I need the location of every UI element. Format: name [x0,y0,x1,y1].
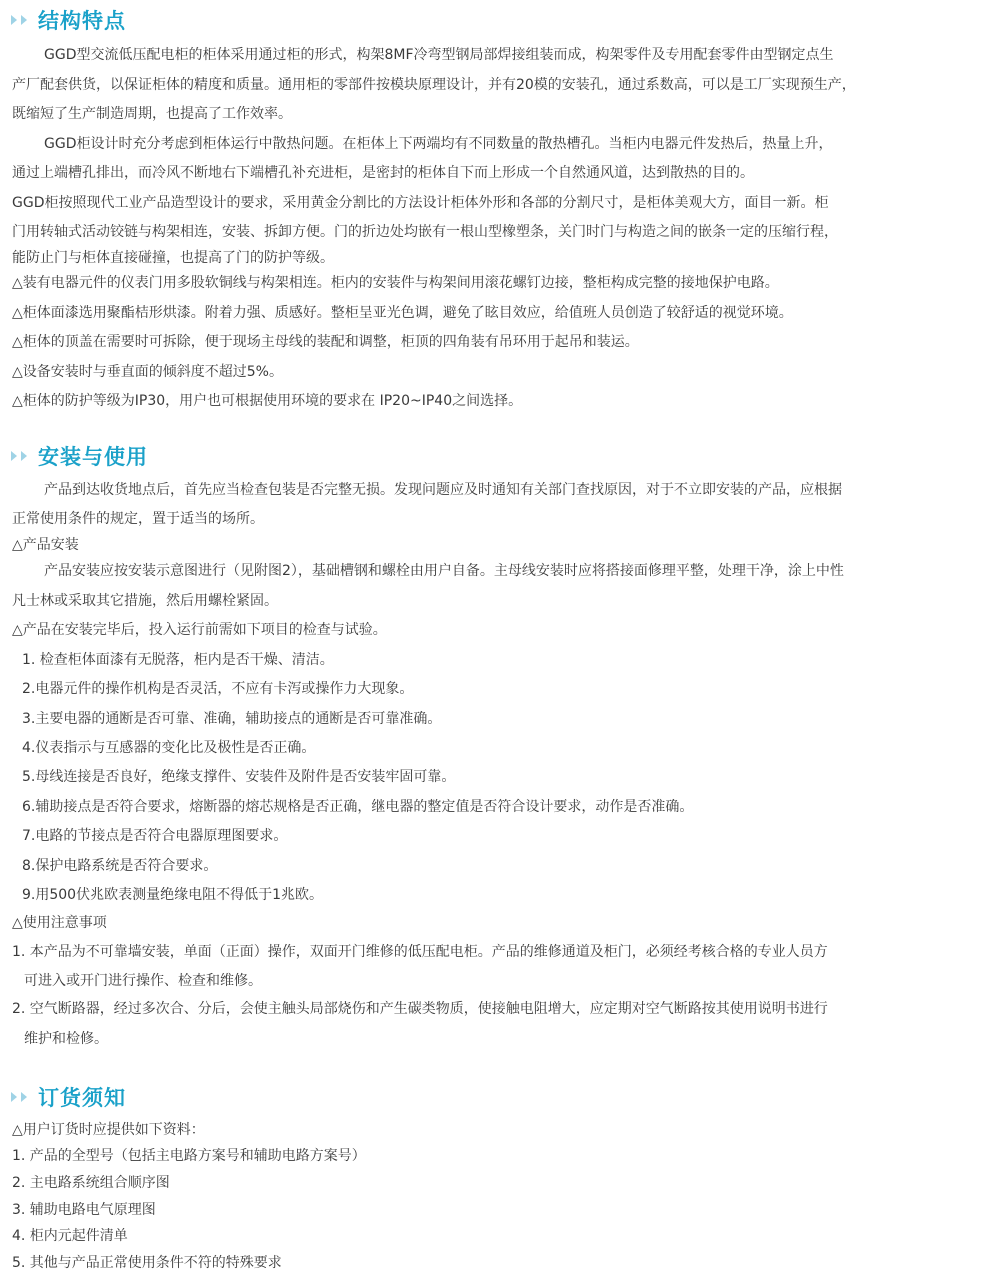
paragraph-line: 产品到达收货地点后，首先应当检查包装是否完整无损。发现问题应及时通知有关部门查找原因，对于不立即安装的产品，应根据 [44,482,842,498]
check-item: 3.主要电器的通断是否可靠、准确，辅助接点的通断是否可靠准确。 [22,711,442,727]
section-title: 结构特点 [38,9,126,33]
feature-item: △设备安装时与垂直面的倾斜度不超过5%。 [12,364,283,380]
paragraph-line: GGD型交流低压配电柜的柜体采用通过柜的形式，构架8MF冷弯型钢局部焊接组装而成，构架零件及专用配套零件由型钢定点生 [44,47,834,63]
check-item: 9.用500伏兆欧表测量绝缘电阻不得低于1兆欧。 [22,887,323,903]
subheading: △产品安装 [12,537,79,553]
notice-item-continued: 可进入或开门进行操作、检查和维修。 [24,973,262,989]
paragraph-line: 产品安装应按安装示意图进行（见附图2），基础槽钢和螺栓由用户自备。主母线安装时应将搭接面修理平整，处理干净，涂上中性 [44,563,844,579]
notice-item: 1. 本产品为不可靠墙安装，单面（正面）操作，双面开门维修的低压配电柜。产品的维修通道及柜门，必须经考核合格的专业人员方 [12,944,828,960]
order-item: 2. 主电路系统组合顺序图 [12,1175,170,1191]
paragraph-line: 门用转轴式活动铰链与构架相连，安装、拆卸方便。门的折边处均嵌有一根山型橡塑条，关门时门与构造之间的嵌条一定的压缩行程， [12,224,838,240]
subheading: △使用注意事项 [12,915,107,931]
feature-item: △柜体的防护等级为IP30，用户也可根据使用环境的要求在 IP20~IP40之间选择。 [12,393,523,409]
check-item: 2.电器元件的操作机构是否灵活，不应有卡泻或操作力大现象。 [22,681,414,697]
feature-item: △柜体的顶盖在需要时可拆除，便于现场主母线的装配和调整，柜顶的四角装有吊环用于起吊和装运。 [12,334,639,350]
paragraph-line: 正常使用条件的规定，置于适当的场所。 [12,511,264,527]
check-item: 8.保护电路系统是否符合要求。 [22,858,218,874]
feature-item: △柜体面漆选用聚酯桔形烘漆。附着力强、质感好。整柜呈亚光色调，避免了眩目效应，给值班人员创造了较舒适的视觉环境。 [12,305,793,321]
subheading: △用户订货时应提供如下资料： [12,1122,205,1138]
check-item: 5.母线连接是否良好，绝缘支撑件、安装件及附件是否安装牢固可靠。 [22,769,456,785]
paragraph-line: 既缩短了生产制造周期，也提高了工作效率。 [12,106,292,122]
paragraph-line: GGD柜按照现代工业产品造型设计的要求，采用黄金分割比的方法设计柜体外形和各部的分割尺寸，是柜体美观大方，面目一新。柜 [12,195,829,211]
paragraph-line: GGD柜设计时充分考虑到柜体运行中散热问题。在柜体上下两端均有不同数量的散热槽孔。当柜内电器元件发热后，热量上升， [44,136,833,152]
check-item: 7.电路的节接点是否符合电器原理图要求。 [22,828,288,844]
order-item: 5. 其他与产品正常使用条件不符的特殊要求 [12,1255,282,1271]
section-title: 订货须知 [38,1086,126,1110]
order-item: 3. 辅助电路电气原理图 [12,1202,156,1218]
section-heading-structure [10,5,126,35]
check-item: 6.辅助接点是否符合要求，熔断器的熔芯规格是否正确，继电器的整定值是否符合设计要求，动作是否准确。 [22,799,694,815]
subheading: △产品在安装完毕后，投入运行前需如下项目的检查与试验。 [12,622,387,638]
paragraph-line: 通过上端槽孔排出，而冷风不断地右下端槽孔补充进柜，是密封的柜体自下而上形成一个自然通风道，达到散热的目的。 [12,165,754,181]
paragraph-line: 能防止门与柜体直接碰撞，也提高了门的防护等级。 [12,250,334,266]
section-title: 安装与使用 [38,445,148,469]
section-heading-ordering [10,1082,126,1112]
notice-item: 2. 空气断路器，经过多次合、分后，会使主触头局部烧伤和产生碳类物质，使接触电阻增大，应定期对空气断路按其使用说明书进行 [12,1001,828,1017]
order-item: 1. 产品的全型号（包括主电路方案号和辅助电路方案号） [12,1148,366,1164]
feature-item: △装有电器元件的仪表门用多股软铜线与构架相连。柜内的安装件与构架间用滚花螺钉边接，整柜构成完整的接地保护电路。 [12,275,779,291]
check-item: 1. 检查柜体面漆有无脱落，柜内是否干燥、清洁。 [22,652,334,668]
check-item: 4.仪表指示与互感器的变化比及极性是否正确。 [22,740,316,756]
double-chevron-right-icon [10,1091,38,1103]
paragraph-line: 凡士林或采取其它措施，然后用螺栓紧固。 [12,593,278,609]
paragraph-line: 产厂配套供货，以保证柜体的精度和质量。通用柜的零部件按模块原理设计，并有20模的安装孔，通过系数高，可以是工厂实现预生产， [12,77,856,93]
double-chevron-right-icon [10,14,38,26]
double-chevron-right-icon [10,450,38,462]
section-heading-installation [10,441,148,471]
notice-item-continued: 维护和检修。 [24,1031,108,1047]
order-item: 4. 柜内元起件清单 [12,1228,128,1244]
